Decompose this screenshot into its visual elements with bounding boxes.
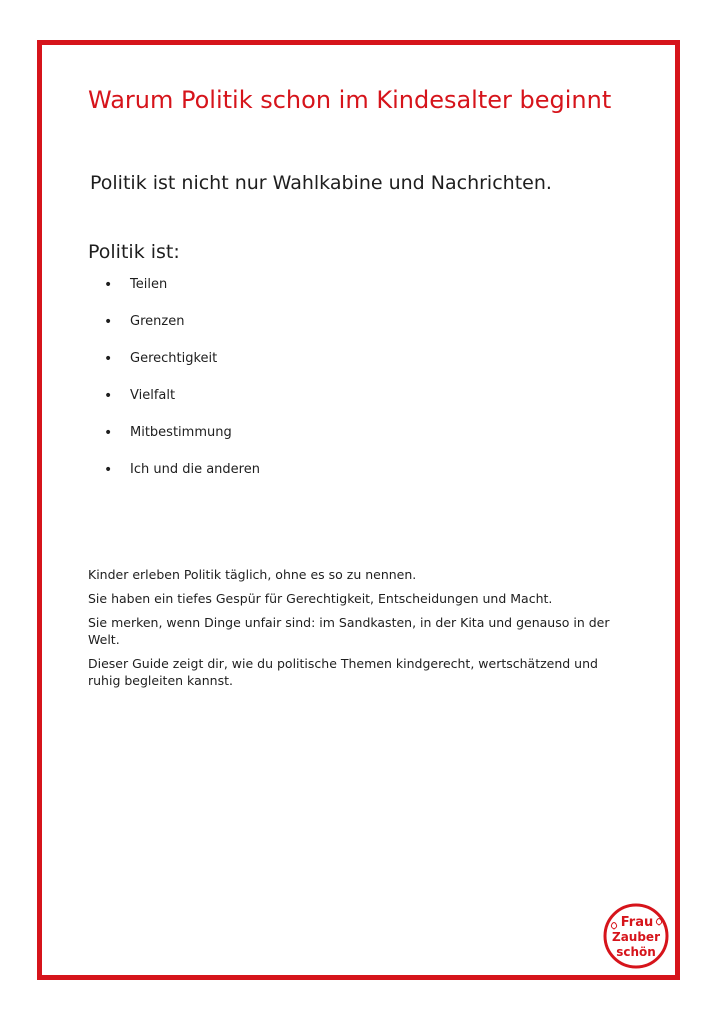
list-item: • Teilen — [104, 275, 260, 312]
list-item: • Ich und die anderen — [104, 460, 260, 497]
page-title: Warum Politik schon im Kindesalter beginnt — [88, 86, 612, 114]
logo-text-line3: schön — [616, 945, 656, 959]
list-item: • Gerechtigkeit — [104, 349, 260, 386]
bullet-list — [104, 275, 260, 497]
paragraph: Sie merken, wenn Dinge unfair sind: im Sandkasten, in der Kita und genauso in der Welt. — [88, 615, 610, 647]
paragraph: Dieser Guide zeigt dir, wie du politische Themen kindgerecht, wertschätzend und ruhig begleiten kannst. — [88, 656, 598, 688]
list-item: • Mitbestimmung — [104, 423, 260, 460]
brand-logo — [602, 902, 670, 970]
list-item: • Vielfalt — [104, 386, 260, 423]
paragraph: Kinder erleben Politik täglich, ohne es so zu nennen. — [88, 567, 417, 582]
list-item: • Grenzen — [104, 312, 260, 349]
logo-text-line1: Frau — [620, 915, 654, 930]
list-heading: Politik ist: — [88, 241, 180, 263]
body-text — [88, 566, 628, 696]
paragraph: Sie haben ein tiefes Gespür für Gerechtigkeit, Entscheidungen und Macht. — [88, 591, 553, 606]
logo-text-line2: Zauber — [612, 930, 660, 944]
intro-text: Politik ist nicht nur Wahlkabine und Nachrichten. — [90, 172, 552, 194]
